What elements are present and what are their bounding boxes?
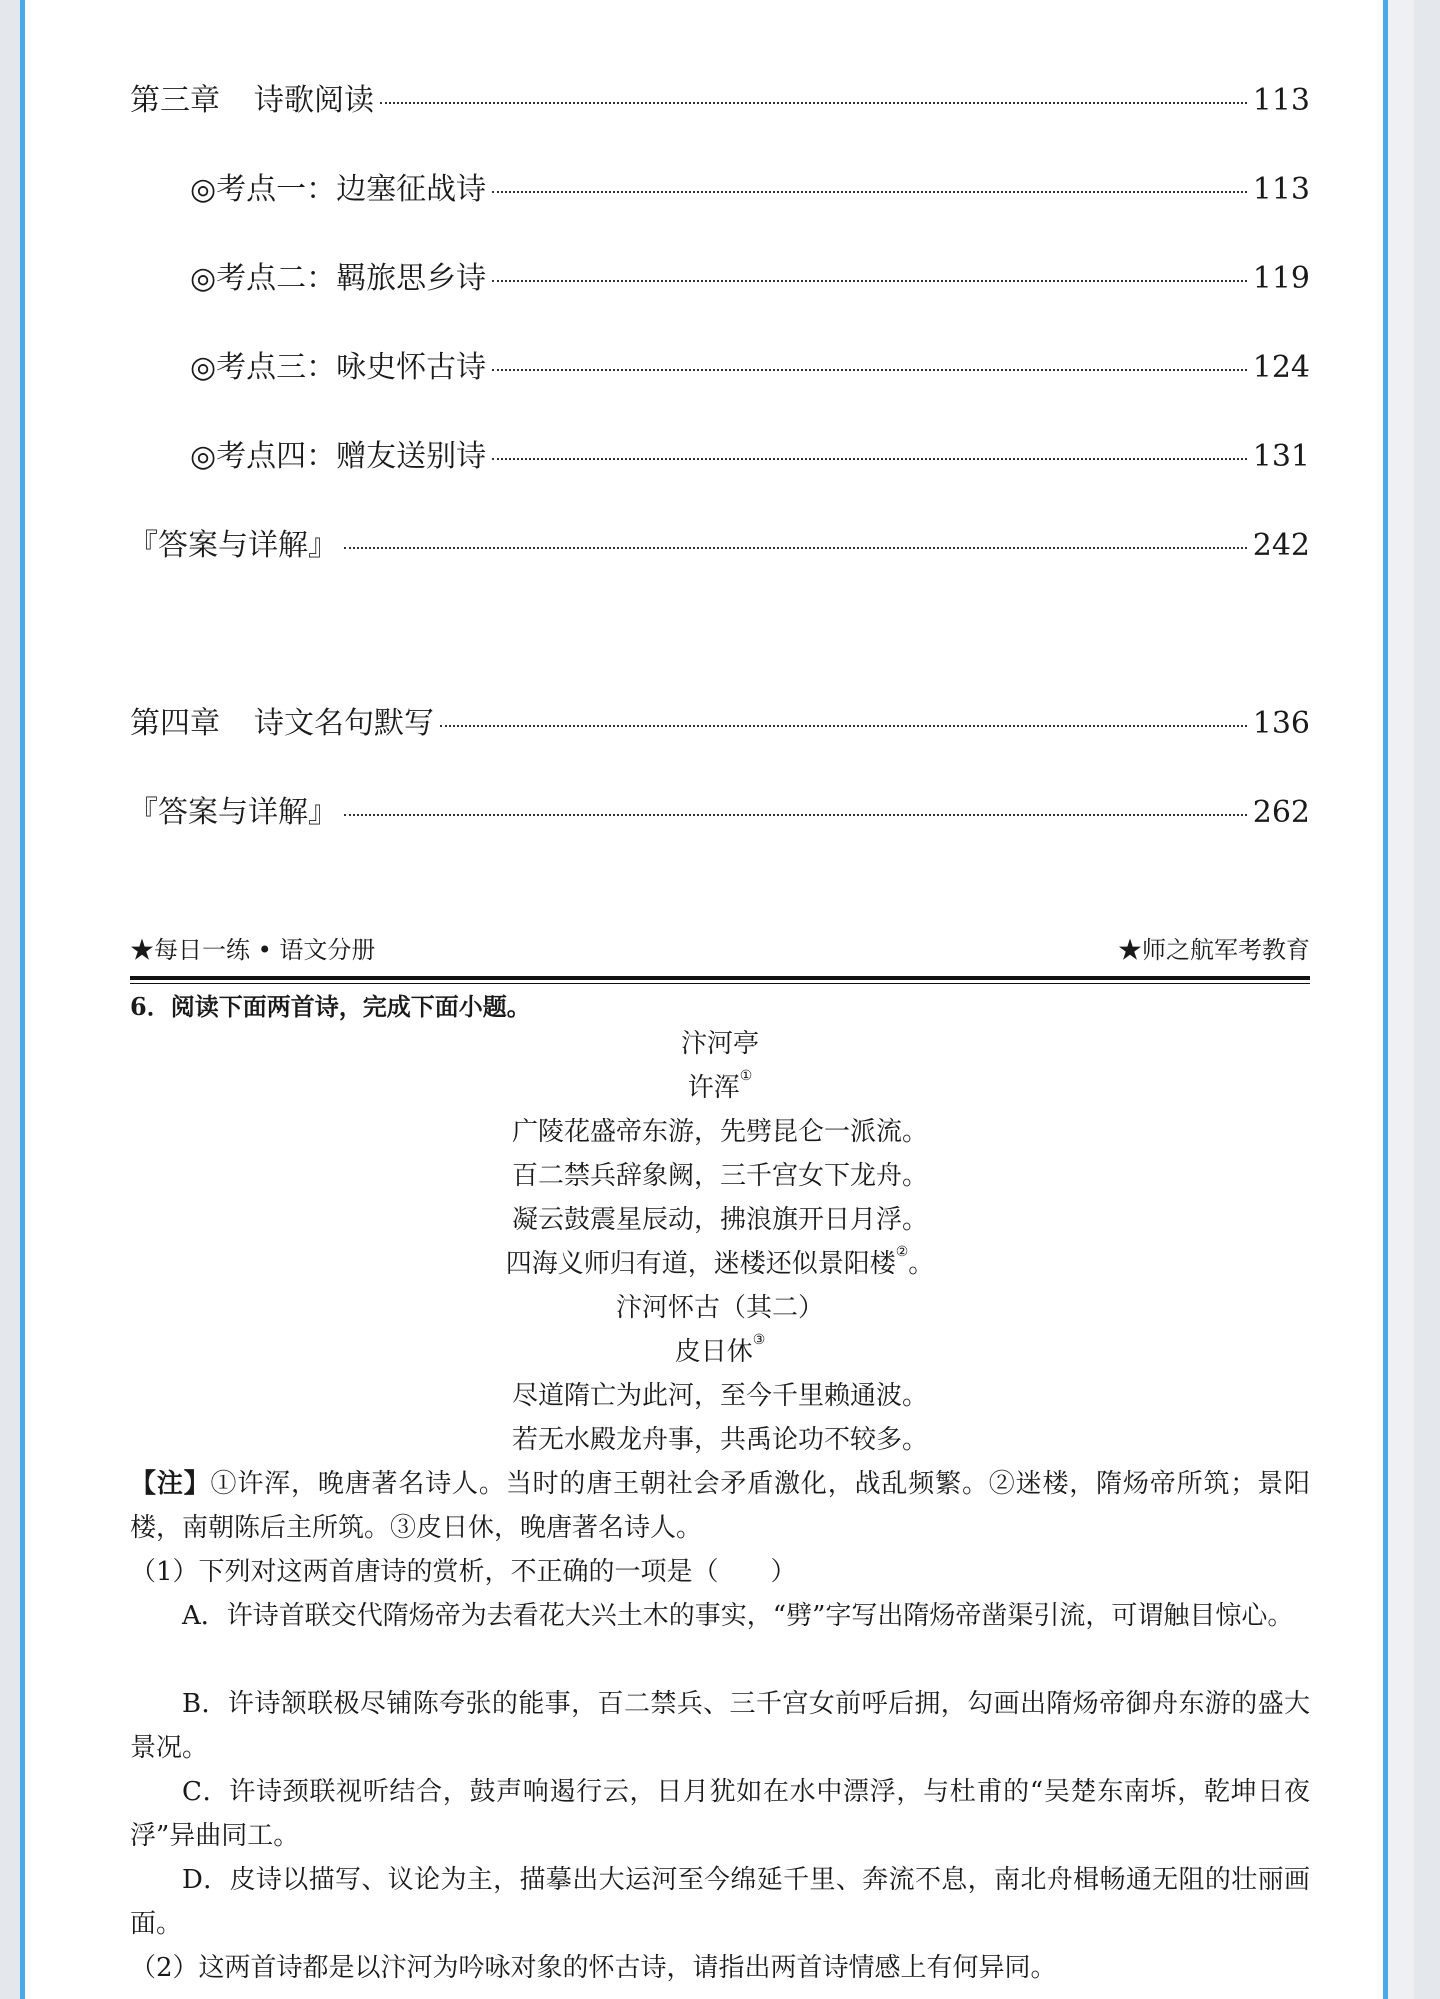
background-left [0, 0, 20, 1999]
toc-chapter-title: 诗文名句默写 [254, 706, 434, 741]
toc-entry-answers-4[interactable] [128, 792, 1310, 832]
option-a[interactable]: A．许诗首联交代隋炀帝为去看花大兴土木的事实，“劈”字写出隋炀帝凿渠引流，可谓触目惊心。 [182, 1601, 1294, 1631]
poem2-author-name: 皮日休 [674, 1337, 753, 1367]
toc-entry-title: ◎考点二：羁旅思乡诗 [190, 261, 487, 296]
toc-entry-title: ◎考点四：赠友送别诗 [190, 439, 487, 474]
toc-entry-kaodian-2[interactable] [190, 258, 1310, 298]
poem1-author-name: 许浑 [687, 1073, 740, 1103]
footnote-marker: ① [739, 1068, 753, 1084]
toc-page-number: 136 [1252, 706, 1310, 741]
note-label: 【注】 [130, 1469, 211, 1499]
toc-page-number: 124 [1252, 350, 1310, 385]
toc-entry-kaodian-3[interactable] [190, 347, 1310, 387]
header-rule-thick [130, 976, 1310, 980]
toc-page-number: 242 [1252, 528, 1310, 563]
toc-leader-dots [492, 430, 1247, 460]
toc-entry-title: ◎考点一：边塞征战诗 [190, 172, 487, 207]
toc-entry-title: 『答案与详解』 [128, 795, 338, 830]
option-c[interactable]: C．许诗颈联视听结合，鼓声响遏行云，日月犹如在水中漂浮，与杜甫的“吴楚东南坼，乾坤日夜浮”异曲同工。 [130, 1777, 1310, 1851]
poem1-line-1: 广陵花盛帝东游，先劈昆仑一派流。 [511, 1117, 928, 1147]
toc-leader-dots [492, 252, 1247, 282]
toc-entry-answers-3[interactable] [128, 525, 1310, 565]
poem1-line-4-text: 四海义师归有道，迷楼还似景阳楼 [505, 1249, 896, 1279]
poem2-line-2: 若无水殿龙舟事，共禹论功不较多。 [511, 1425, 928, 1455]
footnote-marker: ③ [752, 1332, 766, 1348]
poem1-author [130, 1066, 1310, 1110]
poem1-line-3: 凝云鼓震星辰动，拂浪旗开日月浮。 [511, 1205, 928, 1235]
toc-chapter-number: 第三章 [130, 83, 220, 118]
toc-leader-dots [492, 163, 1247, 193]
toc-page-number: 131 [1252, 439, 1310, 474]
option-b[interactable]: B．许诗颔联极尽铺陈夸张的能事，百二禁兵、三千宫女前呼后拥，勾画出隋炀帝御舟东游的盛大景况。 [130, 1689, 1310, 1763]
toc-entry-title: 『答案与详解』 [128, 528, 338, 563]
poem1-title: 汴河亭 [680, 1029, 759, 1059]
poem1-line-4-end: 。 [908, 1249, 935, 1279]
toc-entry-kaodian-4[interactable] [190, 436, 1310, 476]
header-left: ★每日一练 • 语文分册 [130, 936, 376, 964]
sub-question-1: （1）下列对这两首唐诗的赏析，不正确的一项是（ ） [130, 1557, 797, 1587]
toc-page-number: 262 [1252, 795, 1310, 830]
poem1-line-2: 百二禁兵辞象阙，三千宫女下龙舟。 [511, 1161, 928, 1191]
option-d[interactable]: D．皮诗以描写、议论为主，描摹出大运河至今绵延千里、奔流不息，南北舟楫畅通无阻的壮丽画面。 [130, 1865, 1310, 1939]
toc-leader-dots [380, 74, 1247, 104]
poem2-title: 汴河怀古（其二） [615, 1293, 824, 1323]
toc-leader-dots [344, 786, 1247, 816]
header-right: ★师之航军考教育 [1118, 936, 1310, 964]
poem2-line-1: 尽道隋亡为此河，至今千里赖通波。 [511, 1381, 928, 1411]
toc-entry-title: ◎考点三：咏史怀古诗 [190, 350, 487, 385]
poem1-line-4 [130, 1242, 1310, 1286]
header-rule-thin [130, 983, 1310, 984]
annotation-note [130, 1462, 1310, 1550]
sub-question-2: （2）这两首诗都是以汴河为吟咏对象的怀古诗，请指出两首诗情感上有何异同。 [130, 1953, 1057, 1983]
toc-entry-kaodian-1[interactable] [190, 169, 1310, 209]
question-heading: 6．阅读下面两首诗，完成下面小题。 [130, 992, 531, 1021]
toc-chapter-title: 诗歌阅读 [254, 83, 374, 118]
note-text: ①许浑，晚唐著名诗人。当时的唐王朝社会矛盾激化，战乱频繁。②迷楼，隋炀帝所筑；景阳楼，南朝陈后主所筑。③皮日休，晚唐著名诗人。 [130, 1469, 1310, 1543]
poem2-author [130, 1330, 1310, 1374]
toc-leader-dots [344, 519, 1247, 549]
running-header [130, 930, 1310, 970]
toc-page-number: 113 [1252, 172, 1310, 207]
toc-entry-chapter-4[interactable] [130, 703, 1310, 743]
toc-page-number: 113 [1252, 83, 1310, 118]
toc-leader-dots [440, 697, 1247, 727]
toc-leader-dots [492, 341, 1247, 371]
toc-page-number: 119 [1252, 261, 1310, 296]
background-right [1414, 0, 1440, 1999]
toc-entry-chapter-3[interactable] [130, 80, 1310, 120]
footnote-marker: ② [895, 1244, 909, 1260]
toc-chapter-number: 第四章 [130, 706, 220, 741]
